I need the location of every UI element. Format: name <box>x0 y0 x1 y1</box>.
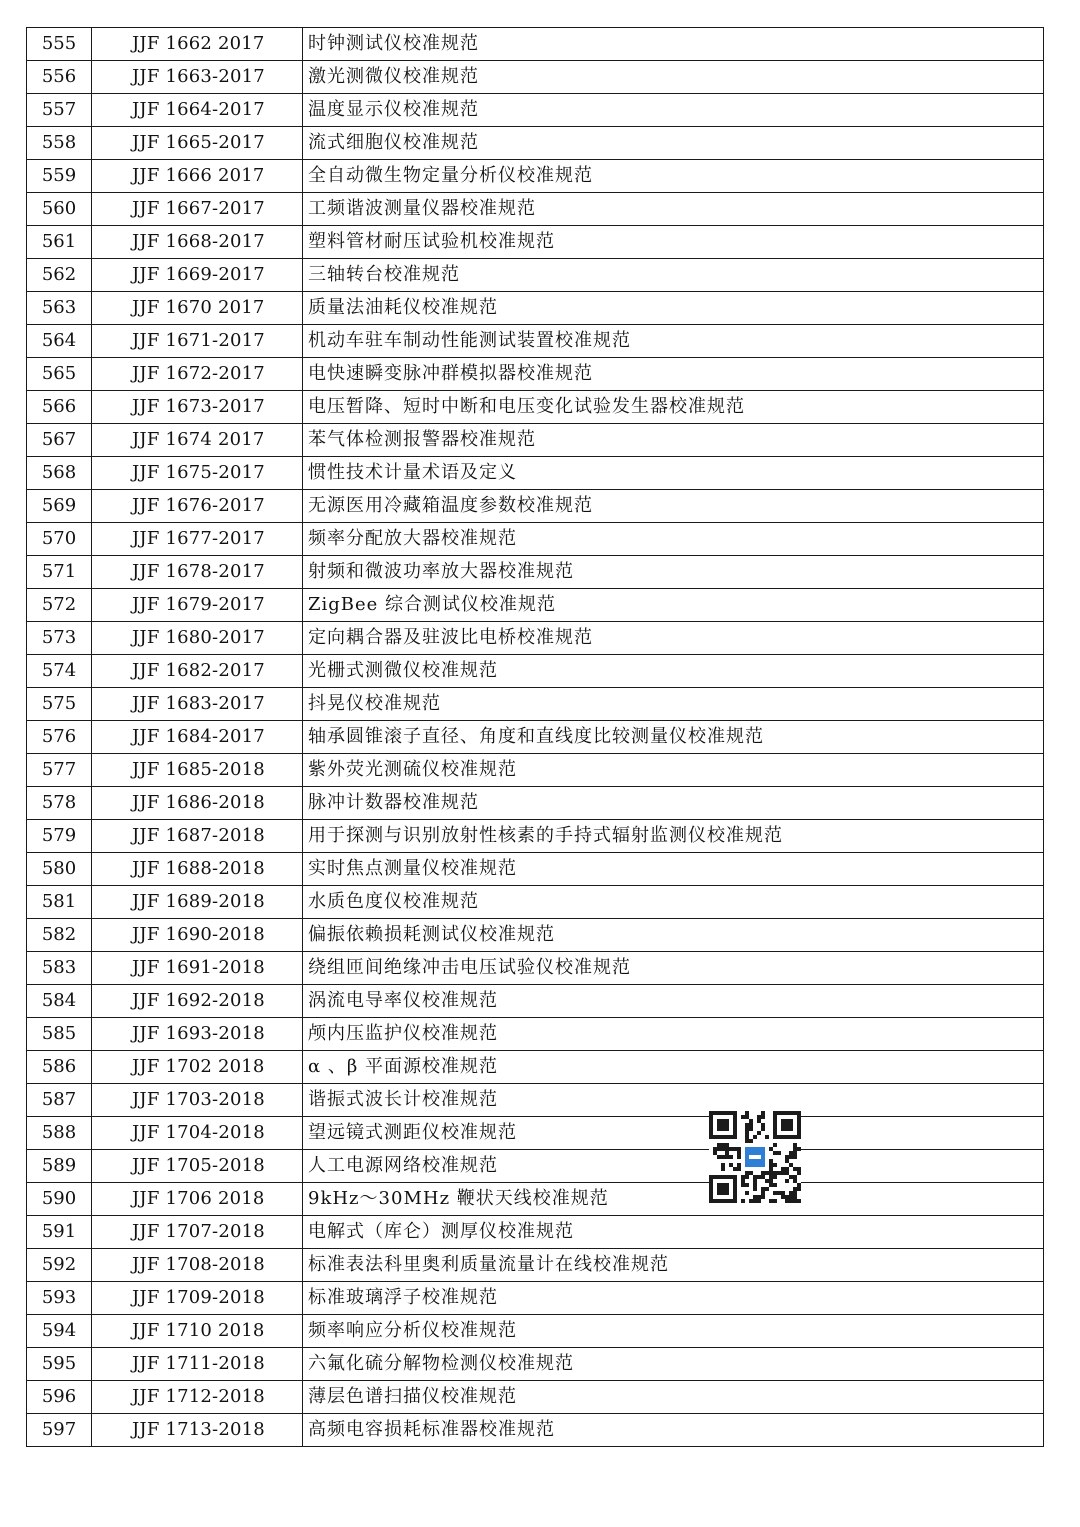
standard-name: 望远镜式测距仪校准规范 <box>308 1122 517 1143</box>
standard-code: JJF 1672-2017 <box>132 363 265 384</box>
serial-number-cell: 595 <box>27 1348 92 1381</box>
standard-code-cell <box>92 721 303 754</box>
standard-code-cell <box>92 1216 303 1249</box>
standard-name: 抖晃仪校准规范 <box>308 693 441 714</box>
serial-number-cell: 560 <box>27 193 92 226</box>
standard-code: JJF 1665-2017 <box>132 132 265 153</box>
table-row <box>27 1183 1044 1216</box>
standard-name: 9kHz～30MHz 鞭状天线校准规范 <box>308 1188 609 1209</box>
standard-code: JJF 1667-2017 <box>132 198 265 219</box>
standard-code: JJF 1688-2018 <box>132 858 265 879</box>
table-row <box>27 259 1044 292</box>
standard-name: 人工电源网络校准规范 <box>308 1155 498 1176</box>
standard-code: JJF 1673-2017 <box>132 396 265 417</box>
serial-number-cell: 565 <box>27 358 92 391</box>
serial-number-cell: 574 <box>27 655 92 688</box>
table-row <box>27 589 1044 622</box>
table-row <box>27 1249 1044 1282</box>
serial-number-cell: 570 <box>27 523 92 556</box>
standard-name-cell <box>303 1381 1044 1414</box>
standard-code-cell <box>92 28 303 61</box>
table-row <box>27 127 1044 160</box>
table-row <box>27 1018 1044 1051</box>
standard-code: JJF 1663-2017 <box>132 66 265 87</box>
standard-name-cell <box>303 1348 1044 1381</box>
standard-name-cell <box>303 1315 1044 1348</box>
standard-code: JJF 1676-2017 <box>132 495 265 516</box>
standard-code-cell <box>92 523 303 556</box>
standard-code-cell <box>92 754 303 787</box>
table-row <box>27 1414 1044 1447</box>
serial-number-cell: 556 <box>27 61 92 94</box>
table-row <box>27 1282 1044 1315</box>
serial-number-cell: 590 <box>27 1183 92 1216</box>
serial-number-cell: 567 <box>27 424 92 457</box>
standard-name: 紫外荧光测硫仪校准规范 <box>308 759 517 780</box>
serial-number-cell: 571 <box>27 556 92 589</box>
standard-name-cell <box>303 226 1044 259</box>
standard-name-cell <box>303 1183 1044 1216</box>
standard-name: 质量法油耗仪校准规范 <box>308 297 498 318</box>
standard-name: 薄层色谱扫描仪校准规范 <box>308 1386 517 1407</box>
standard-code-cell <box>92 1348 303 1381</box>
standard-name: 时钟测试仪校准规范 <box>308 33 479 54</box>
standard-code: JJF 1712-2018 <box>132 1386 265 1407</box>
standard-code: JJF 1675-2017 <box>132 462 265 483</box>
table-row <box>27 1315 1044 1348</box>
standard-code-cell <box>92 688 303 721</box>
standard-code-cell <box>92 94 303 127</box>
standard-code-cell <box>92 1315 303 1348</box>
standard-code: JJF 1707-2018 <box>132 1221 265 1242</box>
table-row <box>27 919 1044 952</box>
standard-name-cell <box>303 1150 1044 1183</box>
table-row <box>27 952 1044 985</box>
standard-name: 六氟化硫分解物检测仪校准规范 <box>308 1353 574 1374</box>
standard-name: 偏振依赖损耗测试仪校准规范 <box>308 924 555 945</box>
standard-code-cell <box>92 490 303 523</box>
standard-code: JJF 1708-2018 <box>132 1254 265 1275</box>
standard-code: JJF 1674 2017 <box>132 429 265 450</box>
standard-code: JJF 1710 2018 <box>132 1320 265 1341</box>
standard-code: JJF 1705-2018 <box>132 1155 265 1176</box>
standard-code: JJF 1684-2017 <box>132 726 265 747</box>
standard-name: 颅内压监护仪校准规范 <box>308 1023 498 1044</box>
standard-name-cell <box>303 853 1044 886</box>
standard-code: JJF 1711-2018 <box>132 1353 265 1374</box>
table-row <box>27 886 1044 919</box>
standard-code: JJF 1662 2017 <box>132 33 265 54</box>
serial-number-cell: 584 <box>27 985 92 1018</box>
serial-number-cell: 575 <box>27 688 92 721</box>
table-row <box>27 721 1044 754</box>
standard-code-cell <box>92 1282 303 1315</box>
standard-name-cell <box>303 523 1044 556</box>
standard-code-cell <box>92 919 303 952</box>
standard-code-cell <box>92 424 303 457</box>
standards-table-body <box>27 28 1044 1447</box>
serial-number-cell: 582 <box>27 919 92 952</box>
standard-name-cell <box>303 160 1044 193</box>
standard-name: 苯气体检测报警器校准规范 <box>308 429 536 450</box>
standard-name: 脉冲计数器校准规范 <box>308 792 479 813</box>
standard-code: JJF 1685-2018 <box>132 759 265 780</box>
standard-name: 三轴转台校准规范 <box>308 264 460 285</box>
standard-code-cell <box>92 160 303 193</box>
standard-code: JJF 1680-2017 <box>132 627 265 648</box>
standard-code: JJF 1666 2017 <box>132 165 265 186</box>
standard-name-cell <box>303 424 1044 457</box>
table-row <box>27 61 1044 94</box>
standard-name: 惯性技术计量术语及定义 <box>308 462 517 483</box>
serial-number-cell: 593 <box>27 1282 92 1315</box>
standard-code: JJF 1682-2017 <box>132 660 265 681</box>
table-row <box>27 1084 1044 1117</box>
standard-code: JJF 1703-2018 <box>132 1089 265 1110</box>
standard-code: JJF 1664-2017 <box>132 99 265 120</box>
standard-code-cell <box>92 292 303 325</box>
table-row <box>27 490 1044 523</box>
standard-name-cell <box>303 655 1044 688</box>
standard-name-cell <box>303 1249 1044 1282</box>
serial-number-cell: 562 <box>27 259 92 292</box>
standard-code: JJF 1683-2017 <box>132 693 265 714</box>
standard-name: ZigBee 综合测试仪校准规范 <box>308 594 557 615</box>
standard-code: JJF 1678-2017 <box>132 561 265 582</box>
serial-number-cell: 596 <box>27 1381 92 1414</box>
standard-code: JJF 1709-2018 <box>132 1287 265 1308</box>
standard-name-cell <box>303 754 1044 787</box>
serial-number-cell: 566 <box>27 391 92 424</box>
standard-name-cell <box>303 919 1044 952</box>
table-row <box>27 424 1044 457</box>
standard-code-cell <box>92 457 303 490</box>
standard-code-cell <box>92 952 303 985</box>
standard-name: 电压暂降、短时中断和电压变化试验发生器校准规范 <box>308 396 745 417</box>
standard-name-cell <box>303 391 1044 424</box>
standard-name-cell <box>303 1051 1044 1084</box>
standard-name: 流式细胞仪校准规范 <box>308 132 479 153</box>
standard-name: 轴承圆锥滚子直径、角度和直线度比较测量仪校准规范 <box>308 726 764 747</box>
standard-code: JJF 1713-2018 <box>132 1419 265 1440</box>
serial-number-cell: 579 <box>27 820 92 853</box>
standard-code: JJF 1679-2017 <box>132 594 265 615</box>
standard-name: 射频和微波功率放大器校准规范 <box>308 561 574 582</box>
table-row <box>27 1216 1044 1249</box>
standard-code: JJF 1670 2017 <box>132 297 265 318</box>
standard-name-cell <box>303 787 1044 820</box>
table-row <box>27 193 1044 226</box>
serial-number-cell: 594 <box>27 1315 92 1348</box>
standard-code-cell <box>92 226 303 259</box>
standard-name-cell <box>303 325 1044 358</box>
table-row <box>27 325 1044 358</box>
standard-code-cell <box>92 127 303 160</box>
standard-code-cell <box>92 556 303 589</box>
standard-name: 工频谐波测量仪器校准规范 <box>308 198 536 219</box>
table-row <box>27 1150 1044 1183</box>
standard-name-cell <box>303 358 1044 391</box>
standard-code-cell <box>92 1117 303 1150</box>
standard-name-cell <box>303 1216 1044 1249</box>
standard-name-cell <box>303 985 1044 1018</box>
standard-name-cell <box>303 127 1044 160</box>
serial-number-cell: 581 <box>27 886 92 919</box>
standard-code: JJF 1677-2017 <box>132 528 265 549</box>
table-row <box>27 1051 1044 1084</box>
standard-code-cell <box>92 1381 303 1414</box>
standard-name-cell <box>303 1282 1044 1315</box>
standard-name-cell <box>303 1018 1044 1051</box>
table-row <box>27 523 1044 556</box>
standard-code: JJF 1689-2018 <box>132 891 265 912</box>
table-row <box>27 391 1044 424</box>
standard-code-cell <box>92 1018 303 1051</box>
table-row <box>27 457 1044 490</box>
standard-code: JJF 1668-2017 <box>132 231 265 252</box>
standard-name-cell <box>303 94 1044 127</box>
standard-name: 绕组匝间绝缘冲击电压试验仪校准规范 <box>308 957 631 978</box>
standard-name: 光栅式测微仪校准规范 <box>308 660 498 681</box>
table-row <box>27 94 1044 127</box>
standard-name-cell <box>303 721 1044 754</box>
standard-name-cell <box>303 28 1044 61</box>
standard-name: 定向耦合器及驻波比电桥校准规范 <box>308 627 593 648</box>
serial-number-cell: 597 <box>27 1414 92 1447</box>
standard-name: 电解式（库仑）测厚仪校准规范 <box>308 1221 574 1242</box>
table-row <box>27 292 1044 325</box>
serial-number-cell: 589 <box>27 1150 92 1183</box>
standard-name-cell <box>303 1117 1044 1150</box>
serial-number-cell: 557 <box>27 94 92 127</box>
serial-number-cell: 558 <box>27 127 92 160</box>
standard-name: 电快速瞬变脉冲群模拟器校准规范 <box>308 363 593 384</box>
standard-code: JJF 1693-2018 <box>132 1023 265 1044</box>
standard-name-cell <box>303 61 1044 94</box>
standard-name: 用于探测与识别放射性核素的手持式辐射监测仪校准规范 <box>308 825 783 846</box>
standard-name: 激光测微仪校准规范 <box>308 66 479 87</box>
table-row <box>27 853 1044 886</box>
table-row <box>27 358 1044 391</box>
standard-code: JJF 1692-2018 <box>132 990 265 1011</box>
serial-number-cell: 586 <box>27 1051 92 1084</box>
standard-name: 频率分配放大器校准规范 <box>308 528 517 549</box>
standard-code: JJF 1687-2018 <box>132 825 265 846</box>
table-row <box>27 1117 1044 1150</box>
standard-code-cell <box>92 655 303 688</box>
standard-name-cell <box>303 193 1044 226</box>
standard-name: 全自动微生物定量分析仪校准规范 <box>308 165 593 186</box>
serial-number-cell: 591 <box>27 1216 92 1249</box>
serial-number-cell: 578 <box>27 787 92 820</box>
standard-code: JJF 1702 2018 <box>132 1056 265 1077</box>
table-row <box>27 160 1044 193</box>
serial-number-cell: 563 <box>27 292 92 325</box>
standard-name: α 、β 平面源校准规范 <box>308 1056 499 1077</box>
standard-code-cell <box>92 1183 303 1216</box>
serial-number-cell: 577 <box>27 754 92 787</box>
standard-code-cell <box>92 1150 303 1183</box>
standard-name: 无源医用冷藏箱温度参数校准规范 <box>308 495 593 516</box>
table-row <box>27 1348 1044 1381</box>
table-row <box>27 754 1044 787</box>
standard-code-cell <box>92 193 303 226</box>
standard-code-cell <box>92 61 303 94</box>
standard-name-cell <box>303 688 1044 721</box>
table-row <box>27 787 1044 820</box>
serial-number-cell: 564 <box>27 325 92 358</box>
table-row <box>27 28 1044 61</box>
standard-code: JJF 1706 2018 <box>132 1188 265 1209</box>
standard-name-cell <box>303 886 1044 919</box>
table-row <box>27 688 1044 721</box>
standard-code-cell <box>92 886 303 919</box>
standard-name: 温度显示仪校准规范 <box>308 99 479 120</box>
standard-name-cell <box>303 292 1044 325</box>
table-row <box>27 985 1044 1018</box>
serial-number-cell: 555 <box>27 28 92 61</box>
serial-number-cell: 573 <box>27 622 92 655</box>
standard-name: 标准玻璃浮子校准规范 <box>308 1287 498 1308</box>
standard-name-cell <box>303 556 1044 589</box>
standard-name-cell <box>303 952 1044 985</box>
standard-code-cell <box>92 1414 303 1447</box>
standard-name: 谐振式波长计校准规范 <box>308 1089 498 1110</box>
standard-name: 高频电容损耗标准器校准规范 <box>308 1419 555 1440</box>
standard-code-cell <box>92 1084 303 1117</box>
standard-code: JJF 1690-2018 <box>132 924 265 945</box>
standard-code: JJF 1671-2017 <box>132 330 265 351</box>
standard-code: JJF 1691-2018 <box>132 957 265 978</box>
standard-code-cell <box>92 358 303 391</box>
standard-code-cell <box>92 1051 303 1084</box>
table-row <box>27 226 1044 259</box>
standard-name-cell <box>303 259 1044 292</box>
standard-name-cell <box>303 1414 1044 1447</box>
serial-number-cell: 588 <box>27 1117 92 1150</box>
serial-number-cell: 592 <box>27 1249 92 1282</box>
standard-code-cell <box>92 820 303 853</box>
serial-number-cell: 561 <box>27 226 92 259</box>
serial-number-cell: 568 <box>27 457 92 490</box>
standard-code-cell <box>92 1249 303 1282</box>
standard-code-cell <box>92 391 303 424</box>
standard-code-cell <box>92 985 303 1018</box>
standard-name-cell <box>303 820 1044 853</box>
standard-name: 实时焦点测量仪校准规范 <box>308 858 517 879</box>
standard-name-cell <box>303 589 1044 622</box>
table-row <box>27 556 1044 589</box>
standard-name-cell <box>303 490 1044 523</box>
serial-number-cell: 580 <box>27 853 92 886</box>
table-row <box>27 820 1044 853</box>
standard-name: 机动车驻车制动性能测试装置校准规范 <box>308 330 631 351</box>
serial-number-cell: 576 <box>27 721 92 754</box>
standard-code-cell <box>92 259 303 292</box>
serial-number-cell: 559 <box>27 160 92 193</box>
standard-name-cell <box>303 457 1044 490</box>
standard-code-cell <box>92 787 303 820</box>
standard-code-cell <box>92 325 303 358</box>
serial-number-cell: 585 <box>27 1018 92 1051</box>
standard-name: 标准表法科里奥利质量流量计在线校准规范 <box>308 1254 669 1275</box>
standard-code: JJF 1686-2018 <box>132 792 265 813</box>
standard-code-cell <box>92 589 303 622</box>
standard-code: JJF 1704-2018 <box>132 1122 265 1143</box>
table-row <box>27 655 1044 688</box>
table-row <box>27 1381 1044 1414</box>
serial-number-cell: 572 <box>27 589 92 622</box>
serial-number-cell: 587 <box>27 1084 92 1117</box>
standard-code: JJF 1669-2017 <box>132 264 265 285</box>
standard-name-cell <box>303 1084 1044 1117</box>
standard-code-cell <box>92 853 303 886</box>
table-row <box>27 622 1044 655</box>
standards-table <box>26 27 1044 1447</box>
standard-code-cell <box>92 622 303 655</box>
serial-number-cell: 569 <box>27 490 92 523</box>
standard-name: 频率响应分析仪校准规范 <box>308 1320 517 1341</box>
standard-name: 塑料管材耐压试验机校准规范 <box>308 231 555 252</box>
standard-name: 水质色度仪校准规范 <box>308 891 479 912</box>
serial-number-cell: 583 <box>27 952 92 985</box>
standard-name: 涡流电导率仪校准规范 <box>308 990 498 1011</box>
qr-code-icon <box>709 1111 801 1203</box>
standard-name-cell <box>303 622 1044 655</box>
